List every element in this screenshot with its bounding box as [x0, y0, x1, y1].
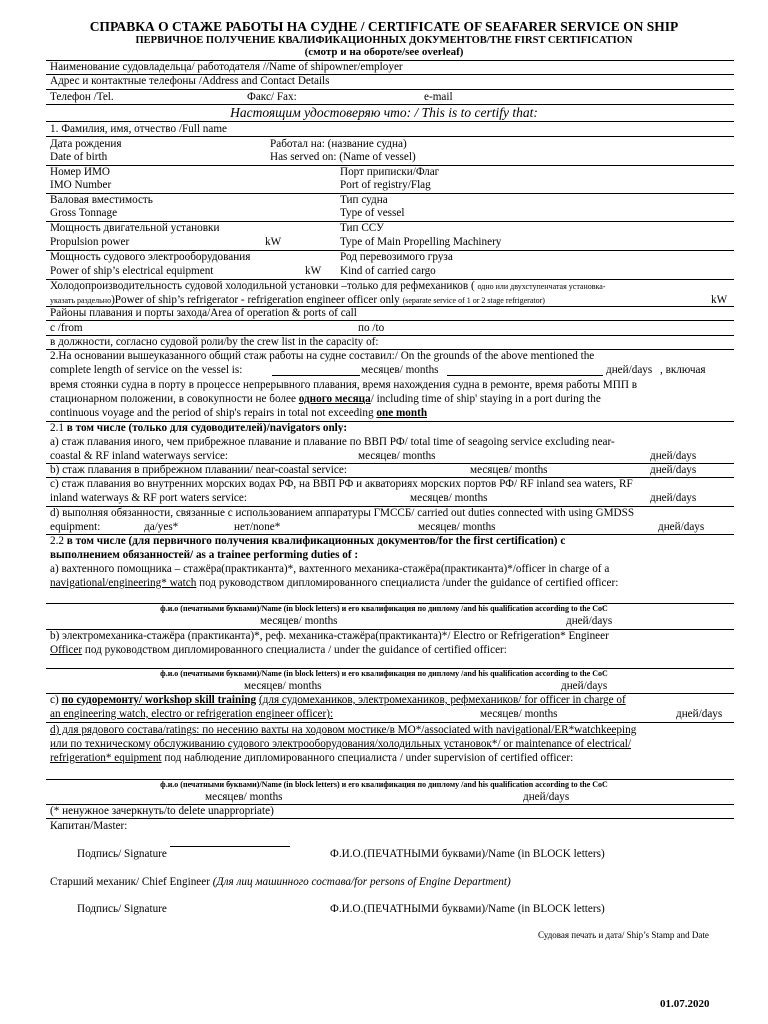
service-length-line-4: стационарном положении, в совокупности не более одного месяца/ including time of ship' staying in a port during the	[50, 393, 601, 405]
workshop-training-line-1: c) по судоремонту/ workshop skill training (для судомехаников, электромехаников, рефмехаников/ for officer in charge of	[50, 694, 626, 706]
form-date: 01.07.2020	[660, 998, 710, 1010]
port-registry-en: Port of registry/Flag	[340, 179, 431, 191]
fax-label: Факс/ Fax:	[247, 91, 297, 103]
ratings-months: месяцев/ months	[205, 791, 283, 803]
ship-stamp-label: Судовая печать и дата/ Ship’s Stamp and Date	[538, 930, 709, 940]
document-title: СПРАВКА О СТАЖЕ РАБОТЫ НА СУДНЕ / CERTIFICATE OF SEAFARER SERVICE ON SHIP	[89, 19, 679, 34]
service-including: , включая	[660, 364, 706, 376]
electrical-power-unit: kW	[305, 265, 322, 277]
gmdss-no-option: нет/none*	[234, 521, 281, 533]
section-2-1-heading: 2.1 в том числе (только для судоводителей)/navigators only:	[50, 422, 348, 434]
master-signature-label: Подпись/ Signature	[77, 848, 167, 860]
propulsion-power-en: Propulsion power	[50, 236, 130, 248]
electro-trainee-months: месяцев/ months	[244, 680, 322, 692]
supervisor-caption-a: ф.и.о (печатными буквами)/Name (in block letters) и его квалификация по диплому /and his qualification according to the CoC	[160, 604, 608, 613]
area-of-operation-label: Районы плавания и порты захода/Area of operation & ports of call	[50, 307, 357, 319]
imo-number-en: IMO Number	[50, 179, 112, 191]
watch-officer-trainee-line-2: navigational/engineering* watch под руководством дипломированного специалиста /under the guidance of certified officer:	[50, 577, 619, 589]
chief-engineer-label: Старший механик/ Chief Engineer (Для лиц машинного состава/for persons of Engine Department)	[50, 876, 511, 888]
capacity-label: в должности, согласно судовой роли/by the crew list in the capacity of:	[50, 336, 379, 348]
gross-tonnage-ru: Валовая вместимость	[50, 194, 153, 206]
service-length-line-1: 2.На основании вышеуказанного общий стаж работы на судне составил:/ On the grounds of the above mentioned the	[50, 350, 595, 362]
address-label: Адрес и контактные телефоны /Address and Contact Details	[50, 75, 330, 87]
refrigeration-unit: kW	[711, 294, 728, 306]
certify-statement: Настоящим удостоверяю что: / This is to certify that:	[230, 105, 538, 120]
electrical-power-en: Power of ship’s electrical equipment	[50, 265, 214, 277]
workshop-training-line-2: an engineering watch, electro or refrigeration engineer officer):	[50, 708, 334, 720]
period-from-label: с /from	[50, 322, 83, 334]
master-signature-line	[170, 846, 290, 847]
electro-trainee-days: дней/days	[561, 680, 608, 692]
workshop-days: дней/days	[676, 708, 723, 720]
near-coastal-months: месяцев/ months	[470, 464, 548, 476]
period-to-label: по /to	[358, 322, 385, 334]
vessel-name-ru: Работал на: (название судна)	[270, 138, 407, 150]
ratings-line-1: d) для рядового состава/ratings: по несению вахты на ходовом мостике/в МО*/associated with navigational/ER*watchkeeping	[50, 724, 637, 736]
inland-waters-months: месяцев/ months	[410, 492, 488, 504]
full-name-label: 1. Фамилия, имя, отчество /Full name	[50, 123, 227, 135]
date-of-birth-ru: Дата рождения	[50, 138, 122, 150]
gross-tonnage-en: Gross Tonnage	[50, 207, 118, 219]
cargo-kind-en: Kind of carried cargo	[340, 265, 436, 277]
cargo-kind-ru: Род перевозимого груза	[340, 251, 453, 263]
inland-waters-line-1: c) стаж плавания во внутренних морских водах РФ, на ВВП РФ и акваториях морских портов РФ/ RF inland sea waters, RF	[50, 478, 633, 490]
see-overleaf-note: (смотр и на обороте/see overleaf)	[304, 46, 464, 58]
electro-trainee-line-1: b) электромеханика-стажёра (практиканта)*, реф. механика-стажёра(практиканта)*/ Electro or Refrigeration* Engineer	[50, 630, 609, 642]
gmdss-months: месяцев/ months	[418, 521, 496, 533]
workshop-months: месяцев/ months	[480, 708, 558, 720]
months-blank	[272, 375, 360, 376]
section-2-2-heading-2: выполнением обязанностей/ as a trainee performing duties of :	[50, 549, 359, 561]
vessel-name-en: Has served on: (Name of vessel)	[270, 151, 416, 163]
watch-trainee-days: дней/days	[566, 615, 613, 627]
port-registry-ru: Порт приписки/Флаг	[340, 166, 440, 178]
near-coastal-days: дней/days	[650, 464, 697, 476]
delete-note: (* ненужное зачеркнуть/to delete unappropriate)	[50, 805, 274, 817]
watch-officer-trainee-line-1: а) вахтенного помощника – стажёра(практиканта)*, вахтенного механика-стажёра(практиканта)*/officer in charge of a	[50, 563, 610, 575]
document-subtitle: ПЕРВИЧНОЕ ПОЛУЧЕНИЕ КВАЛИФИКАЦИОННЫХ ДОКУМЕНТОВ/THE FIRST CERTIFICATION	[135, 35, 633, 46]
inland-waters-days: дней/days	[650, 492, 697, 504]
refrigeration-line-2: указать раздельно)Power of ship’s refrigerator - refrigeration engineer officer only (separate service of 1 or 2 stage refrigerator)	[50, 294, 545, 306]
ratings-line-2: или по техническому обслуживанию судового электрооборудования/холодильных установок*/ or maintenance of electrical/	[50, 738, 631, 750]
email-label: e-mail	[424, 91, 453, 103]
date-of-birth-en: Date of birth	[50, 151, 108, 163]
machinery-type-en: Type of Main Propelling Machinery	[340, 236, 502, 248]
electrical-power-ru: Мощность судового электрооборудования	[50, 251, 251, 263]
gmdss-yes-option: да/yes*	[144, 521, 179, 533]
shipowner-name-label: Наименование судовладельца/ работодателя //Name of shipowner/employer	[50, 61, 403, 73]
imo-number-ru: Номер ИМО	[50, 166, 111, 178]
gmdss-days: дней/days	[658, 521, 705, 533]
vessel-type-ru: Тип судна	[340, 194, 388, 206]
master-name-label: Ф.И.О.(ПЕЧАТНЫМИ буквами)/Name (in BLOCK letters)	[330, 848, 605, 860]
seagoing-days: дней/days	[650, 450, 697, 462]
machinery-type-ru: Тип ССУ	[340, 222, 385, 234]
telephone-label: Телефон /Tel.	[50, 91, 114, 103]
seagoing-service-line-1: а) стаж плавания иного, чем прибрежное плавание и плавание по ВВП РФ/ total time of seagoing service excluding near-	[50, 436, 615, 448]
service-length-line-2: complete length of service on the vessel is:	[50, 364, 243, 376]
watch-trainee-months: месяцев/ months	[260, 615, 338, 627]
gmdss-line-1: d) выполняя обязанности, связанные с использованием аппаратуры ГМССБ/ carried out duties connected with using GMDSS	[50, 507, 635, 519]
ratings-line-3: refrigeration* equipment под наблюдение дипломированного специалиста / under supervision of certified officer:	[50, 752, 574, 764]
seagoing-service-line-2: coastal & RF inland waterways service:	[50, 450, 229, 462]
supervisor-caption-d: ф.и.о (печатными буквами)/Name (in block letters) и его квалификация по диплому /and his qualification according to the CoC	[160, 780, 608, 789]
supervisor-caption-b: ф.и.о (печатными буквами)/Name (in block letters) и его квалификация по диплому /and his qualification according to the CoC	[160, 669, 608, 678]
refrigeration-line-1: Холодопроизводительность судовой холодильной установки –только для рефмехаников ( одно или двухступенчатая установка-	[50, 280, 606, 292]
chief-signature-label: Подпись/ Signature	[77, 903, 167, 915]
service-length-line-3: время стоянки судна в порту в процессе непрерывного плавания, время нахождения судна в ремонте, время работы МПП в	[50, 379, 637, 391]
gmdss-line-2: equipment:	[50, 521, 101, 533]
propulsion-power-unit: kW	[265, 236, 282, 248]
ratings-days: дней/days	[523, 791, 570, 803]
seagoing-months: месяцев/ months	[358, 450, 436, 462]
service-months-label: месяцев/ months	[361, 364, 439, 376]
service-days-label: дней/days	[606, 364, 653, 376]
days-blank	[447, 375, 603, 376]
master-label: Капитан/Master:	[50, 820, 128, 832]
chief-name-label: Ф.И.О.(ПЕЧАТНЫМИ буквами)/Name (in BLOCK letters)	[330, 903, 605, 915]
section-2-2-heading: 2.2 в том числе (для первичного получения квалификационных документов/for the first certification) с	[50, 535, 566, 547]
inland-waters-line-2: inland waterways & RF port waters service:	[50, 492, 247, 504]
service-length-line-5: continuous voyage and the period of ship's repairs in total not exceeding one month	[50, 407, 428, 419]
near-coastal-service: b) стаж плавания в прибрежном плавании/ near-coastal service:	[50, 464, 347, 476]
electro-trainee-line-2: Officer под руководством дипломированного специалиста / under the guidance of certified officer:	[50, 644, 507, 656]
vessel-type-en: Type of vessel	[340, 207, 405, 219]
propulsion-power-ru: Мощность двигательной установки	[50, 222, 220, 234]
